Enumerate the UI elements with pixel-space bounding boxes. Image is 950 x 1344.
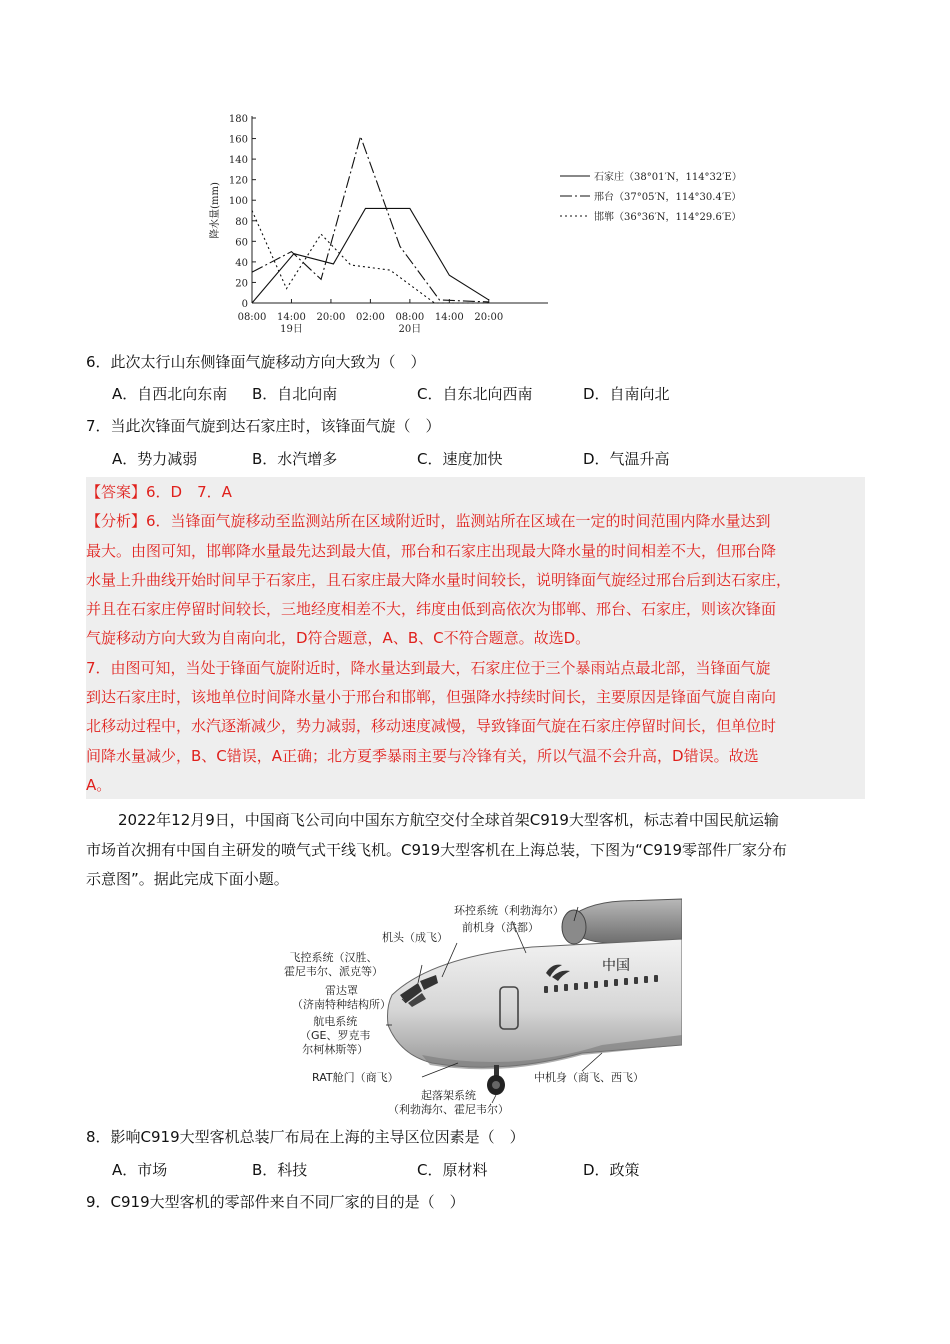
- y-tick-label: 140: [228, 155, 248, 167]
- legend-label: 邯郸（36°36′N，114°29.6′E）: [594, 212, 742, 223]
- y-tick-label: 180: [228, 114, 248, 125]
- precipitation-chart: [200, 108, 760, 340]
- chart-svg: [200, 108, 760, 340]
- answer-line: 到达石家庄时，该地单位时间降水量小于邢台和邯郸，但强降水持续时间长，主要原因是锋面气旋自南向: [86, 688, 777, 707]
- q7-option-a[interactable]: A．势力减弱: [112, 450, 198, 468]
- answer-line: 北移动过程中，水汽逐渐减少，势力减弱，移动速度减慢，导致锋面气旋在石家庄停留时间长，但单位时: [86, 717, 777, 736]
- passage: [86, 806, 876, 895]
- label-landing-gear: 起落架系统 （利勃海尔、霍尼韦尔）: [388, 1089, 509, 1116]
- label-front-fuselage: 前机身（洪都）: [462, 921, 539, 934]
- day-label: 19日: [280, 324, 303, 335]
- answer-line: 水量上升曲线开始时间早于石家庄，且石家庄最大降水量时间较长，说明锋面气旋经过邢台后到达石家庄，: [86, 570, 792, 589]
- answer-line: 7．由图可知，当处于锋面气旋附近时，降水量达到最大，石家庄位于三个暴雨站点最北部，当锋面气旋: [86, 658, 771, 677]
- legend-label: 石家庄（38°01′N，114°32′E）: [594, 172, 742, 183]
- series-line-3: [252, 211, 489, 304]
- y-tick-label: 60: [235, 237, 248, 249]
- answer-line: 【分析】6．当锋面气旋移动至监测站所在区域附近时，监测站所在区域在一定的时间范围内降水量达到: [86, 512, 771, 531]
- c919-diagram: [282, 895, 682, 1117]
- q8-stem: 8．影响C919大型客机总装厂布局在上海的主导区位因素是（ ）: [86, 1128, 525, 1146]
- answer-line: 【答案】6．D 7．A: [86, 483, 232, 501]
- answer-line: 并且在石家庄停留时间较长，三地经度相差不大，纬度由低到高依次为邯郸、邢台、石家庄，则该次锋面: [86, 600, 777, 619]
- q7-stem: 7．当此次锋面气旋到达石家庄时，该锋面气旋（ ）: [86, 417, 441, 435]
- label-flight-control: 飞控系统（汉胜、 霍尼韦尔、派克等）: [284, 951, 383, 978]
- label-env-control: 环控系统（利勃海尔）: [454, 904, 564, 917]
- legend-label: 邢台（37°05′N，114°30.4′E）: [594, 192, 742, 203]
- q7-option-b[interactable]: B．水汽增多: [252, 450, 338, 468]
- answer-text: [86, 478, 876, 800]
- y-tick-label: 0: [241, 299, 248, 310]
- q7-option-d[interactable]: D．气温升高: [583, 450, 670, 468]
- label-rat-door: RAT舱门（商飞）: [312, 1071, 399, 1084]
- passage-line: 2022年12月9日，中国商飞公司向中国东方航空交付全球首架C919大型客机，标志着中国民航运输: [118, 811, 779, 829]
- y-axis-title: 降水量(mm): [210, 182, 221, 239]
- x-tick-label: 14:00: [277, 312, 306, 323]
- x-tick-label: 14:00: [434, 312, 464, 323]
- series-line-1: [252, 208, 489, 303]
- q9-stem: 9．C919大型客机的零部件来自不同厂家的目的是（ ）: [86, 1193, 465, 1211]
- label-radome: 雷达罩 （济南特种结构所）: [292, 984, 391, 1011]
- x-tick-label: 02:00: [355, 312, 385, 323]
- y-tick-label: 100: [228, 196, 248, 208]
- x-tick-label: 08:00: [237, 312, 267, 323]
- x-tick-label: 20:00: [474, 312, 504, 323]
- answer-line: A。: [86, 775, 112, 794]
- answer-line: 最大。由图可知，邯郸降水量最先达到最大值，邢台和石家庄出现最大降水量的时间相差不大，但邢台降: [86, 541, 777, 560]
- x-tick-label: 20:00: [316, 312, 346, 323]
- q6-option-b[interactable]: B．自北向南: [252, 385, 338, 403]
- y-tick-label: 160: [228, 134, 248, 146]
- y-tick-label: 20: [235, 278, 248, 290]
- answer-line: 气旋移动方向大致为自南向北，D符合题意，A、B、C不符合题意。故选D。: [86, 629, 591, 648]
- q6-option-d[interactable]: D．自南向北: [583, 385, 670, 403]
- q6-option-a[interactable]: A．自西北向东南: [112, 385, 228, 403]
- passage-line: 示意图”。据此完成下面小题。: [86, 870, 289, 888]
- answer-line: 间降水量减少，B、C错误，A正确；北方夏季暴雨主要与冷锋有关，所以气温不会升高，D错误。故选: [86, 746, 759, 765]
- label-nose: 机头（成飞）: [382, 931, 448, 944]
- q8-option-d[interactable]: D．政策: [583, 1161, 640, 1179]
- label-mid-fuselage: 中机身（商飞、西飞）: [534, 1071, 644, 1084]
- q6-option-c[interactable]: C．自东北向西南: [417, 385, 533, 403]
- passage-line: 市场首次拥有中国自主研发的喷气式干线飞机。C919大型客机在上海总装，下图为“C919零部件厂家分布: [86, 840, 787, 859]
- q6-stem: 6．此次太行山东侧锋面气旋移动方向大致为（ ）: [86, 353, 426, 371]
- label-avionics: 航电系统 （GE、罗克韦 尔柯林斯等）: [300, 1015, 371, 1056]
- y-tick-label: 120: [228, 175, 248, 187]
- y-tick-label: 80: [235, 216, 248, 228]
- q8-option-c[interactable]: C．原材料: [417, 1161, 488, 1179]
- day-label: 20日: [398, 324, 422, 335]
- q7-option-c[interactable]: C．速度加快: [417, 450, 503, 468]
- label-airline-logo-text: 中国: [602, 958, 630, 974]
- x-tick-label: 08:00: [395, 312, 425, 323]
- y-tick-label: 40: [235, 257, 248, 269]
- q8-option-a[interactable]: A．市场: [112, 1161, 168, 1179]
- q8-option-b[interactable]: B．科技: [252, 1161, 308, 1179]
